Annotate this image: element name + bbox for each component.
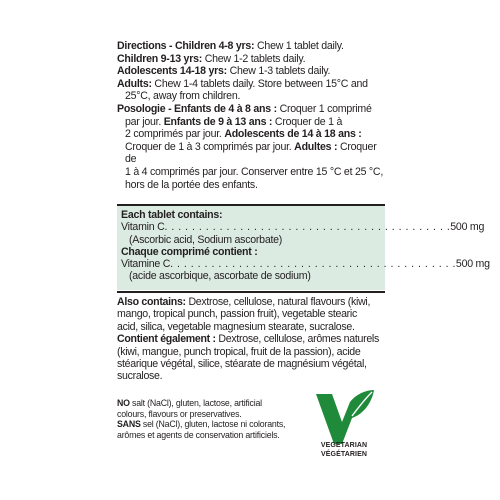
free-from-fr-1: SANS sel (NaCl), gluten, lactose ni colorants, [117, 419, 286, 430]
vitamine-c-row: Vitamine C . . . . . . . . . . . . . . . . . . . . . . . . . . . . . . . . . . . . . . . . . . 500 mg [121, 258, 490, 271]
directions-children-9-13: Children 9-13 yrs: Chew 1-2 tablets daily. [117, 52, 306, 65]
also-contains-en-2: mango, tropical punch, passion fruit), vegetable stearic [117, 308, 357, 321]
directions-section [117, 40, 387, 191]
posologie-6: hors de la portée des enfants. [125, 178, 258, 191]
divider-bottom [117, 291, 385, 293]
also-contains-section [117, 296, 385, 383]
vegetarian-v-leaf-icon [312, 388, 376, 448]
chaque-title: Chaque comprimé contient : [121, 245, 258, 258]
free-from-fr-2: arômes et agents de conservation artificiels. [117, 429, 280, 440]
also-contains-en-3: acid, silica, vegetable magnesium stearate, sucralose. [117, 320, 355, 333]
posologie-5: 1 à 4 comprimés par jour. Conserver entre 15 °C et 25 °C, [125, 165, 384, 178]
posologie-2: par jour. Enfants de 9 à 13 ans : Croquer de 1 à [125, 115, 343, 128]
posologie-3: 2 comprimés par jour. Adolescents de 14 à 18 ans : [125, 128, 362, 141]
also-contains-fr-2: (kiwi, mangue, punch tropical, fruit de la passion), acide [117, 345, 361, 358]
vitamin-c-source: (Ascorbic acid, Sodium ascorbate) [129, 233, 283, 246]
directions-adolescents: Adolescents 14-18 yrs: Chew 1-3 tablets daily. [117, 65, 331, 78]
posologie-1: Posologie - Enfants de 4 à 8 ans : Croquer 1 comprimé [117, 102, 372, 115]
vitamine-c-source: (acide ascorbique, ascorbate de sodium) [129, 270, 311, 283]
posologie-4: Croquer de 1 à 3 comprimés par jour. Adultes : Croquer de [125, 140, 377, 166]
also-contains-fr-1: Contient également : Dextrose, cellulose, arômes naturels [117, 333, 379, 346]
free-from-en-1: NO salt (NaCl), gluten, lactose, artificial [117, 398, 262, 408]
directions-adults-cont: 25°C, away from children. [125, 90, 241, 103]
also-contains-fr-3: stéarique végétal, silice, stéarate de magnésium végétal, [117, 358, 367, 371]
also-contains-fr-4: sucralose. [117, 370, 163, 383]
directions-adults: Adults: Chew 1-4 tablets daily. Store between 15°C and [117, 77, 368, 90]
free-from-en-2: colours, flavours or preservatives. [117, 408, 242, 419]
each-tablet-title: Each tablet contains: [121, 209, 223, 221]
vitamin-c-row: Vitamin C . . . . . . . . . . . . . . . . . . . . . . . . . . . . . . . . . . . . . . . . . . 500 mg [121, 221, 485, 234]
vegetarian-badge-text: VEGETARIAN VÉGÉTARIEN [320, 442, 368, 458]
free-from-section [117, 398, 302, 440]
directions-children-4-8: Directions - Children 4-8 yrs: Chew 1 tablet daily. [117, 40, 344, 52]
ingredients-box [117, 206, 490, 290]
also-contains-en-1: Also contains: Dextrose, cellulose, natural flavours (kiwi, [117, 296, 371, 308]
